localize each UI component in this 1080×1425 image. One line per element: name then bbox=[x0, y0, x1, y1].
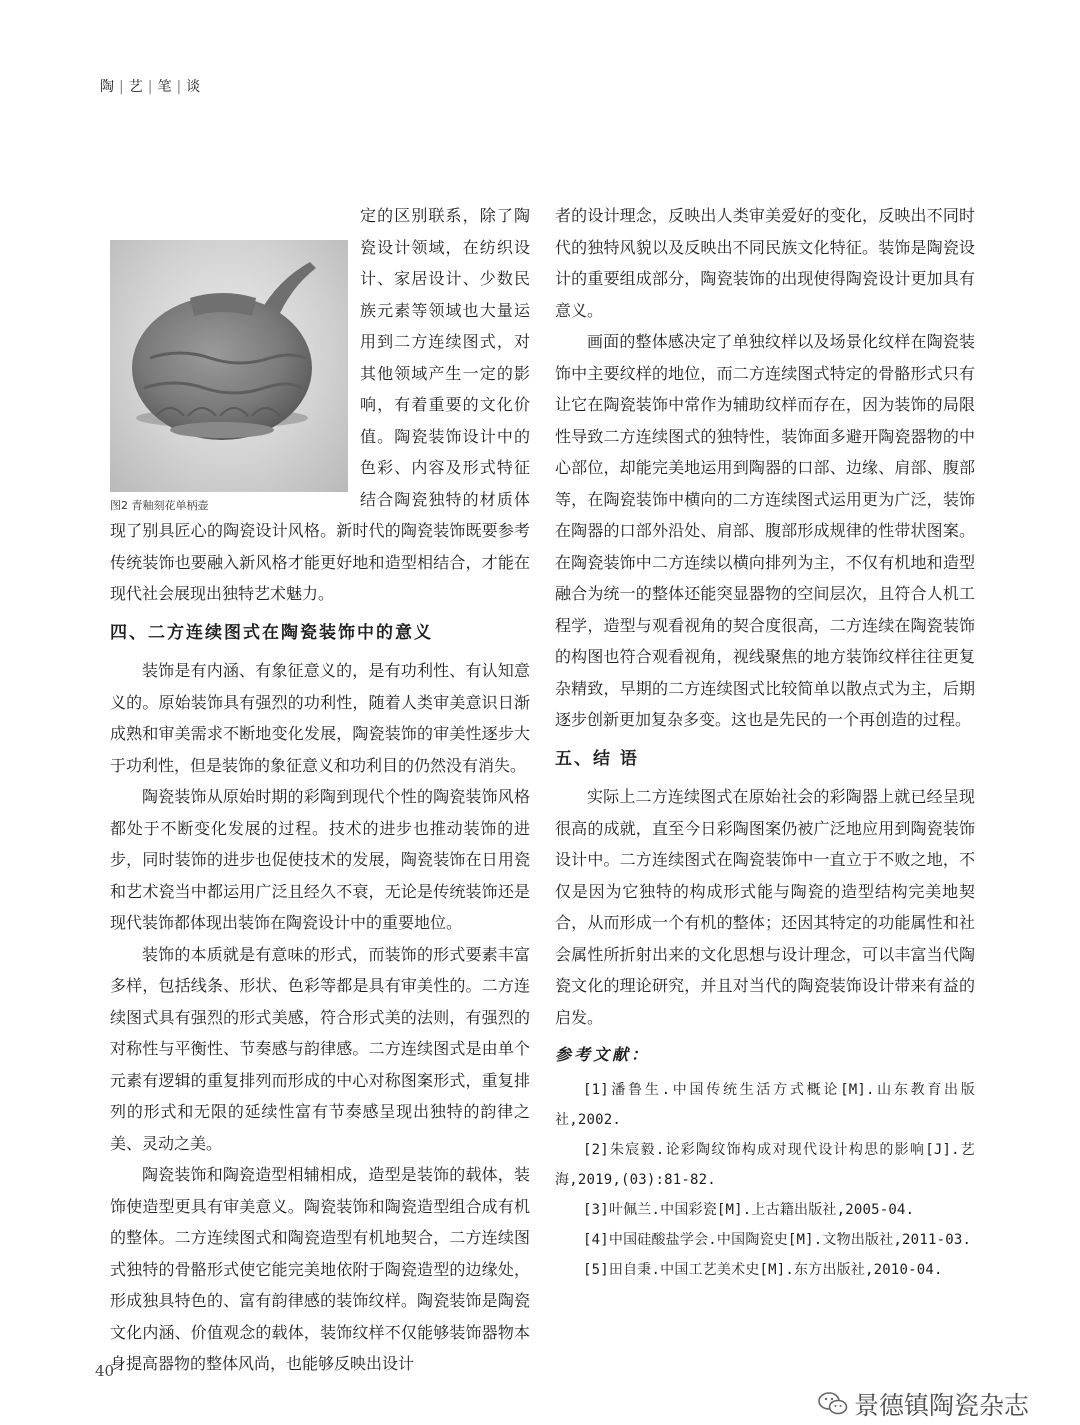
paragraph: 画面的整体感决定了单独纹样以及场景化纹样在陶瓷装饰中主要纹样的地位，而二方连续图式特定的骨骼形式只有让它在陶瓷装饰中常作为辅助纹样而存在，因为装饰的局限性导致二方连续图式的独特性，装饰面多避开陶瓷器物的中心部位，却能完美地运用到陶器的口部、边缘、肩部、腹部等，在陶瓷装饰中横向的二方连续图式运用更为广泛，装饰在陶器的口部外沿处、肩部、腹部形成规律的性带状图案。在陶瓷装饰中二方连续以横向排列为主，不仅有机地和造型融合为统一的整体还能突显器物的空间层次，且符合人机工程学，造型与观看视角的契合度很高，二方连续在陶瓷装饰的构图也符合观看视角，视线聚焦的地方装饰纹样往往更复杂精致，早期的二方连续图式比较简单以散点式为主，后期逐步创新更加复杂多变。这也是先民的一个再创造的过程。 bbox=[555, 332, 975, 729]
wechat-icon bbox=[818, 1391, 848, 1417]
figure-2 bbox=[110, 200, 348, 512]
header-char: 谈 bbox=[186, 79, 202, 95]
watermark bbox=[818, 1386, 1029, 1422]
reference-item: [3]叶佩兰.中国彩瓷[M].上古籍出版社,2005-04. bbox=[583, 1201, 915, 1218]
section-heading: 四、二方连续图式在陶瓷装饰中的意义 bbox=[110, 622, 433, 643]
left-column bbox=[110, 200, 530, 1380]
header-separator: | bbox=[119, 79, 125, 95]
paragraph: 实际上二方连续图式在原始社会的彩陶器上就已经呈现很高的成就，直至今日彩陶图案仍被广泛地应用到陶瓷装饰设计中。二方连续图式在陶瓷装饰中一直立于不败之地，不仅是因为它独特的构成形式能与陶瓷的造型结构完美地契合，从而形成一个有机的整体；还因其特定的功能属性和社会属性所折射出来的文化思想与设计理念，可以丰富当代陶瓷文化的理论研究，并且对当代的陶瓷装饰设计带来有益的启发。 bbox=[555, 787, 975, 1027]
reference-list bbox=[555, 1075, 975, 1285]
references-heading: 参考文献： bbox=[555, 1045, 651, 1064]
page-number: 40 bbox=[95, 1362, 115, 1380]
paragraph: 者的设计理念，反映出人类审美爱好的变化，反映出不同时代的独特风貌以及反映出不同民族文化特征。装饰是陶瓷设计的重要组成部分，陶瓷装饰的出现使得陶瓷设计更加具有意义。 bbox=[555, 206, 975, 320]
header-separator: | bbox=[147, 79, 154, 95]
section-heading: 五、结 语 bbox=[555, 748, 639, 769]
reference-item: [4]中国硅酸盐学会.中国陶瓷史[M].文物出版社,2011-03. bbox=[583, 1231, 972, 1248]
reference-item: [5]田自秉.中国工艺美术史[M].东方出版社,2010-04. bbox=[583, 1261, 943, 1278]
header-separator: | bbox=[176, 79, 183, 95]
figure-caption: 图2 青釉刻花单柄壶 bbox=[110, 499, 209, 512]
figure-image bbox=[110, 240, 348, 492]
paragraph: 装饰的本质就是有意味的形式，而装饰的形式要素丰富多样，包括线条、形状、色彩等都是具有审美性的。二方连续图式具有强烈的形式美感，符合形式美的法则，有强烈的对称性与平衡性、节奏感与韵律感。二方连续图式是由单个元素有逻辑的重复排列而形成的中心对称图案形式，重复排列的形式和无限的延续性富有节奏感呈现出独特的韵律之美、灵动之美。 bbox=[110, 944, 530, 1153]
header-char: 笔 bbox=[157, 79, 173, 95]
ewer-illustration bbox=[110, 240, 348, 492]
paragraph: 装饰是有内涵、有象征意义的，是有功利性、有认知意义的。原始装饰具有强烈的功利性，随着人类审美意识日渐成熟和审美需求不断地变化发展，陶瓷装饰的审美性逐步大于功利性，但是装饰的象征意义和功利目的仍然没有消失。 bbox=[110, 661, 530, 775]
header-char: 陶 bbox=[100, 79, 115, 95]
paragraph: 陶瓷装饰和陶瓷造型相辅相成，造型是装饰的载体，装饰使造型更具有审美意义。陶瓷装饰和陶瓷造型组合成有机的整体。二方连续图式和陶瓷造型有机地契合，二方连续图式独特的骨骼形式使它能完美地依附于陶瓷造型的边缘处，形成独具特色的、富有韵律感的装饰纹样。陶瓷装饰是陶瓷文化内涵、价值观念的载体，装饰纹样不仅能够装饰器物本身提高器物的整体风尚，也能够反映出设计 bbox=[110, 1165, 530, 1373]
paragraph: 陶瓷装饰从原始时期的彩陶到现代个性的陶瓷装饰风格都处于不断变化发展的过程。技术的进步也推动装饰的进步，同时装饰的进步也促使技术的发展，陶瓷装饰在日用瓷和艺术瓷当中都运用广泛且经久不衰，无论是传统装饰还是现代装饰都体现出装饰在陶瓷设计中的重要地位。 bbox=[110, 787, 530, 932]
right-column bbox=[555, 200, 975, 1285]
running-header bbox=[100, 76, 201, 96]
header-char: 艺 bbox=[128, 79, 144, 95]
reference-item: [1]潘鲁生.中国传统生活方式概论[M].山东教育出版社,2002. bbox=[555, 1081, 975, 1128]
watermark-text: 景德镇陶瓷杂志 bbox=[854, 1391, 1030, 1420]
paragraph: 定的区别联系，除了陶瓷设计领域，在纺织设计、家居设计、少数民族元素等领域也大量运用到二方连续图式，对其他领域产生一定的影响，有着重要的文化价值。陶瓷装饰设计中的色彩、内容及形式特征结合陶瓷独特的材质体现了别具匠心的陶瓷设计风格。新时代的陶瓷装饰既要参考传统装饰也要融入新风格才能更好地和造型相结合，才能在现代社会展现出独特艺术魅力。 bbox=[110, 206, 530, 603]
reference-item: [2]朱宸毅.论彩陶纹饰构成对现代设计构思的影响[J].艺海,2019,(03):81-82. bbox=[555, 1141, 975, 1188]
